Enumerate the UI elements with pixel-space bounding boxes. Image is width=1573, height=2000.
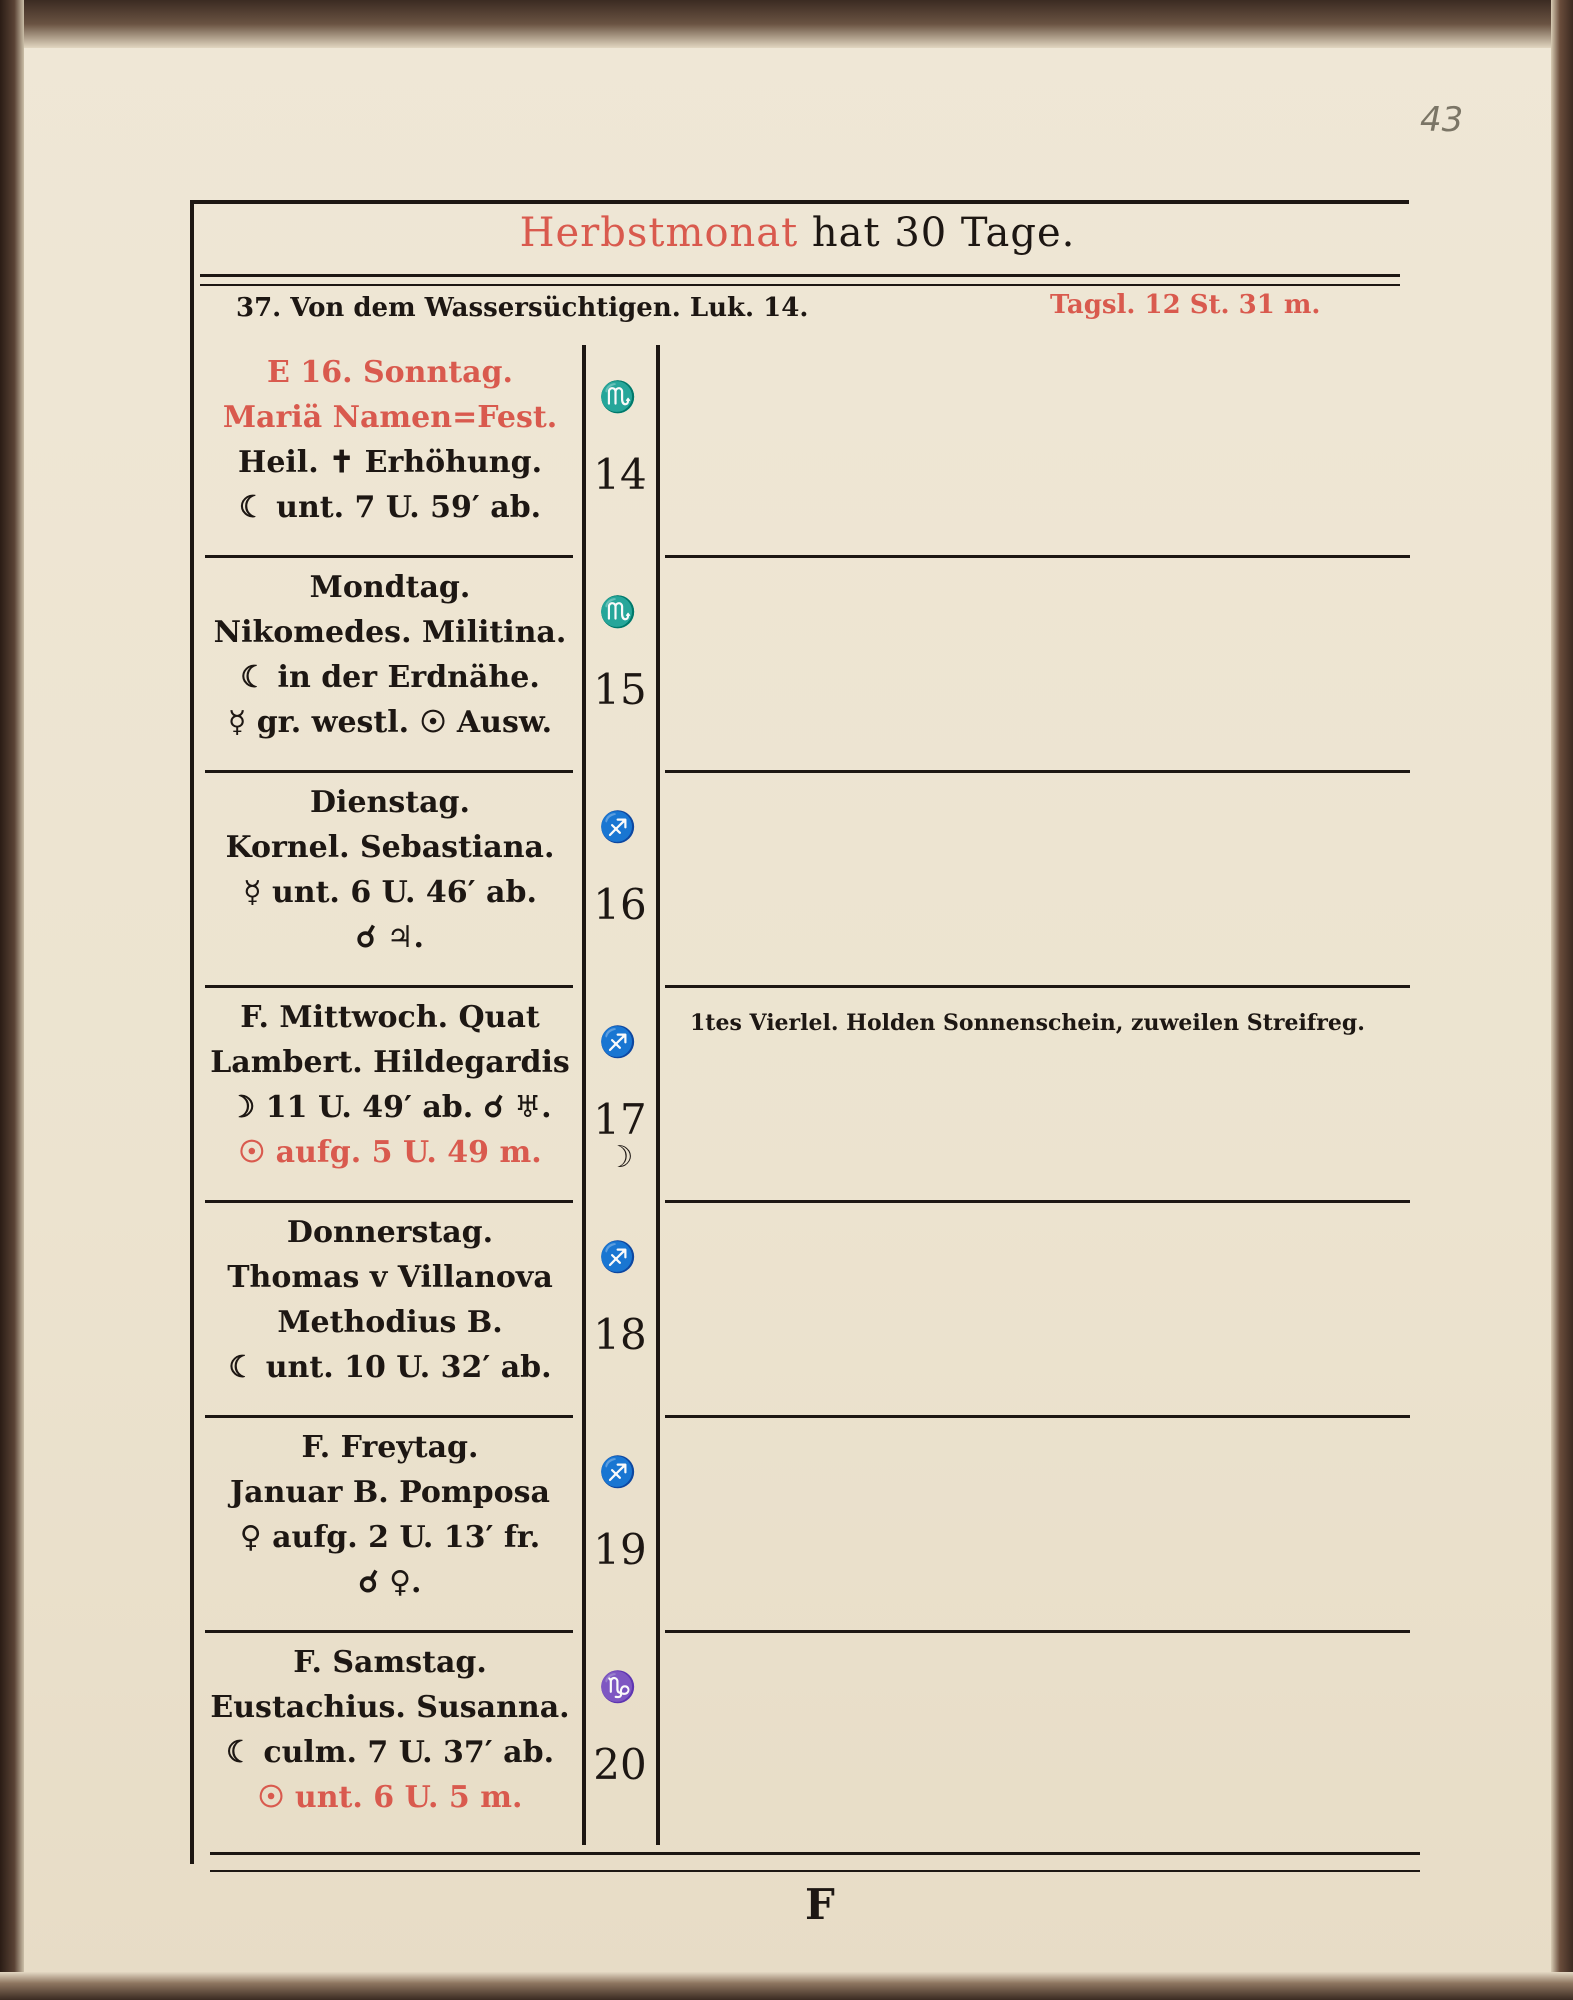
notes-separator (665, 770, 1410, 773)
day-line: ☌ ♀. (358, 1565, 422, 1600)
day-separator (205, 985, 573, 988)
book-bottom-edge (0, 1972, 1573, 2000)
day-separator (205, 1415, 573, 1418)
day-number: 18 (593, 1310, 647, 1359)
day-line: Mondtag. (309, 570, 471, 605)
day-line: Lambert. Hildegardis (210, 1045, 570, 1080)
day-number: 20 (593, 1740, 647, 1789)
day-entry (205, 1640, 575, 1820)
bottom-rule (210, 1852, 1420, 1855)
day-entry (205, 350, 575, 530)
day-line: Methodius B. (277, 1305, 503, 1340)
gospel-reading: 37. Von dem Wassersüchtigen. Luk. 14. (236, 293, 809, 323)
day-line: ☿ unt. 6 U. 46′ ab. (243, 875, 537, 910)
day-number: 15 (593, 665, 647, 714)
zodiac-sign-icon: ♐ (599, 1455, 637, 1490)
weather-note: 1tes Vierlel. Holden Sonnenschein, zuweilen Streifreg. (690, 1010, 1365, 1036)
day-line: ☾ unt. 7 U. 59′ ab. (238, 490, 542, 525)
day-line: ☿ gr. westl. ☉ Ausw. (227, 705, 553, 740)
zodiac-sign-icon: ♑ (599, 1670, 637, 1705)
day-separator (205, 1200, 573, 1203)
day-entry (205, 1425, 575, 1605)
zodiac-sign-icon: ♐ (599, 810, 637, 845)
day-line: ☌ ♃. (356, 920, 424, 955)
day-line: ☉ aufg. 5 U. 49 m. (238, 1135, 542, 1170)
moon-phase-icon: ☽ (606, 1140, 634, 1175)
month-header (190, 210, 1405, 256)
header-rule (200, 274, 1400, 277)
day-line: Donnerstag. (286, 1215, 494, 1250)
day-line: ☾ unt. 10 U. 32′ ab. (228, 1350, 552, 1385)
notes-separator (665, 555, 1410, 558)
day-line: E 16. Sonntag. (267, 355, 513, 390)
day-line: F. Mittwoch. Quat (240, 1000, 540, 1035)
notes-separator (665, 1200, 1410, 1203)
day-line: Mariä Namen=Fest. (222, 400, 558, 435)
day-line: Januar B. Pomposa (229, 1475, 550, 1510)
day-line: ☉ unt. 6 U. 5 m. (257, 1780, 523, 1815)
day-line: Thomas v Villanova (227, 1260, 553, 1295)
day-line: Eustachius. Susanna. (210, 1690, 570, 1725)
day-separator (205, 1630, 573, 1633)
day-line: ☽ 11 U. 49′ ab. ☌ ♅. (228, 1090, 552, 1125)
day-line: Nikomedes. Militina. (213, 615, 567, 650)
day-entry (205, 780, 575, 960)
column-line-right (656, 345, 660, 1845)
zodiac-sign-icon: ♐ (599, 1025, 637, 1060)
column-line-left (582, 345, 586, 1845)
day-number: 14 (593, 450, 647, 499)
day-line: ☾ in der Erdnähe. (240, 660, 540, 695)
notes-separator (665, 1415, 1410, 1418)
signature-letter: F (805, 1880, 835, 1929)
day-line: Heil. ✝ Erhöhung. (237, 445, 543, 480)
book-top-edge (0, 0, 1573, 48)
day-line: ♀ aufg. 2 U. 13′ fr. (239, 1520, 541, 1555)
header-rule-thin (200, 284, 1400, 286)
book-right-edge (1551, 0, 1573, 2000)
day-length: Tagsl. 12 St. 31 m. (1050, 290, 1321, 320)
day-number: 16 (593, 880, 647, 929)
day-entry (205, 995, 575, 1175)
zodiac-sign-icon: ♏ (599, 380, 637, 415)
month-days: hat 30 Tage. (811, 210, 1076, 256)
day-entry (205, 1210, 575, 1390)
zodiac-sign-icon: ♏ (599, 595, 637, 630)
day-line: F. Freytag. (301, 1430, 479, 1465)
book-binding (0, 0, 24, 2000)
bottom-rule-thin (210, 1870, 1420, 1872)
month-name: Herbstmonat (519, 210, 799, 256)
day-line: Dienstag. (310, 785, 470, 820)
day-entry (205, 565, 575, 745)
page-number: 43 (1420, 100, 1464, 140)
day-number: 19 (593, 1525, 647, 1574)
day-separator (205, 770, 573, 773)
day-number: 17 (593, 1095, 647, 1144)
day-separator (205, 555, 573, 558)
day-line: F. Samstag. (293, 1645, 487, 1680)
day-line: Kornel. Sebastiana. (225, 830, 555, 865)
day-line: ☾ culm. 7 U. 37′ ab. (225, 1735, 555, 1770)
notes-separator (665, 1630, 1410, 1633)
zodiac-sign-icon: ♐ (599, 1240, 637, 1275)
notes-separator (665, 985, 1410, 988)
